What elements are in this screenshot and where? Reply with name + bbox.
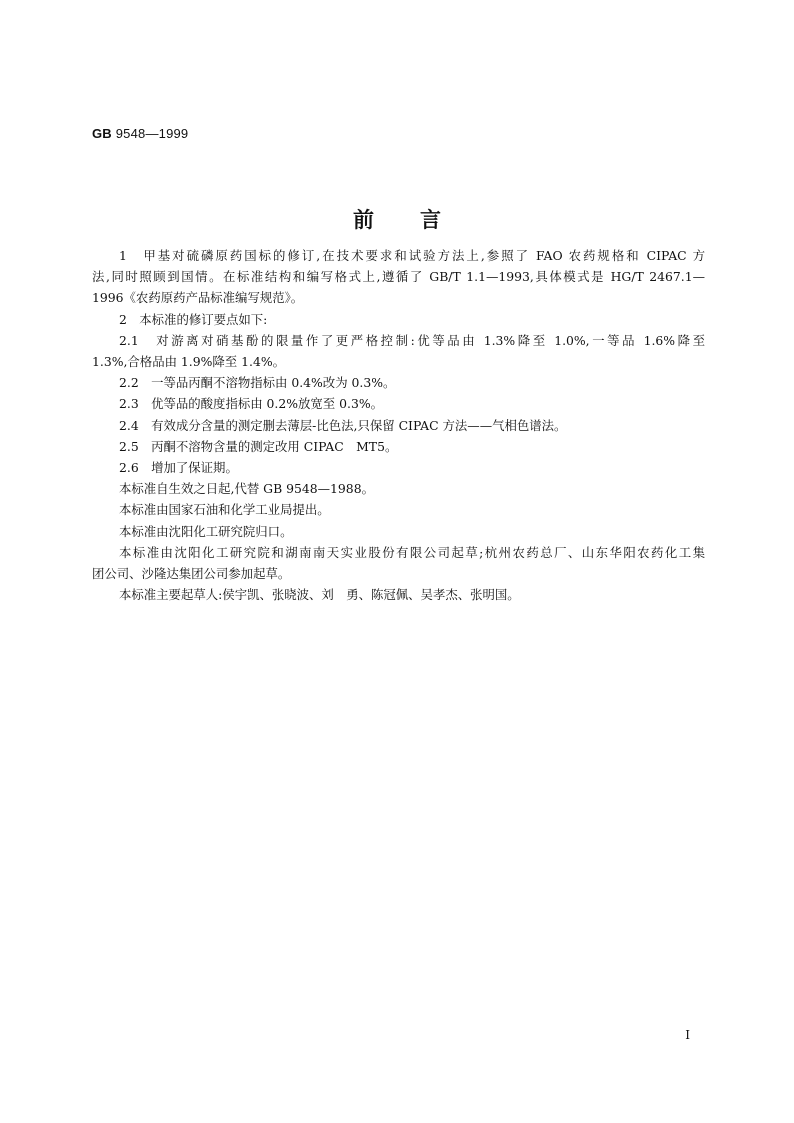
paragraph <box>92 245 705 309</box>
paragraph <box>92 393 705 414</box>
page-number: I <box>685 1028 690 1042</box>
paragraph-line: 1.3%,合格品由 1.9%降至 1.4%。 <box>92 354 285 370</box>
standard-code-number: 9548—1999 <box>115 126 189 141</box>
paragraph-line: 本标准由沈阳化工研究院和湖南南天实业股份有限公司起草;杭州农药总厂、山东华阳农药化工集 <box>119 544 705 560</box>
paragraph-line: 本标准由国家石油和化学工业局提出。 <box>119 502 330 518</box>
paragraph <box>92 330 705 372</box>
standard-code-prefix: GB <box>92 126 112 141</box>
paragraph-line: 2 本标准的修订要点如下: <box>119 311 268 327</box>
paragraph-line: 1 甲基对硫磷原药国标的修订,在技术要求和试验方法上,参照了 FAO 农药规格和 CIPAC 方 <box>119 248 705 263</box>
paragraph-line: 2.1 对游离对硝基酚的限量作了更严格控制:优等品由 1.3%降至 1.0%,一等品 1.6%降至 <box>119 332 705 348</box>
paragraph <box>92 499 705 520</box>
paragraph-line: 2.3 优等品的酸度指标由 0.2%放宽至 0.3%。 <box>119 396 384 412</box>
paragraph-line: 2.2 一等品丙酮不溶物指标由 0.4%改为 0.3%。 <box>119 375 396 391</box>
paragraph-line: 2.6 增加了保证期。 <box>119 460 238 476</box>
paragraph-line: 本标准主要起草人:侯宇凯、张晓波、刘 勇、陈冠佩、吴孝杰、张明国。 <box>119 587 520 603</box>
paragraph-line: 法,同时照顾到国情。在标准结构和编写格式上,遵循了 GB/T 1.1—1993,具体模式是 HG/T 2467.1— <box>92 269 705 285</box>
page-title: 前言 <box>353 208 487 232</box>
paragraph-line: 1996《农药原药产品标准编写规范》。 <box>92 290 304 306</box>
paragraph-line: 本标准由沈阳化工研究院归口。 <box>119 523 293 539</box>
paragraph <box>92 584 705 605</box>
paragraph <box>92 415 705 436</box>
paragraph <box>92 457 705 478</box>
paragraph <box>92 436 705 457</box>
paragraph-line: 本标准自生效之日起,代替 GB 9548—1988。 <box>119 481 374 497</box>
paragraph <box>92 521 705 542</box>
paragraph <box>92 542 705 584</box>
paragraph <box>92 478 705 499</box>
paragraph <box>92 309 705 330</box>
standard-code <box>92 126 188 141</box>
paragraph <box>92 372 705 393</box>
paragraph-line: 团公司、沙隆达集团公司参加起草。 <box>92 566 291 582</box>
foreword-body <box>92 245 705 605</box>
paragraph-line: 2.5 丙酮不溶物含量的测定改用 CIPAC MT5。 <box>119 438 398 454</box>
paragraph-line: 2.4 有效成分含量的测定删去薄层-比色法,只保留 CIPAC 方法——气相色谱法。 <box>119 417 567 433</box>
